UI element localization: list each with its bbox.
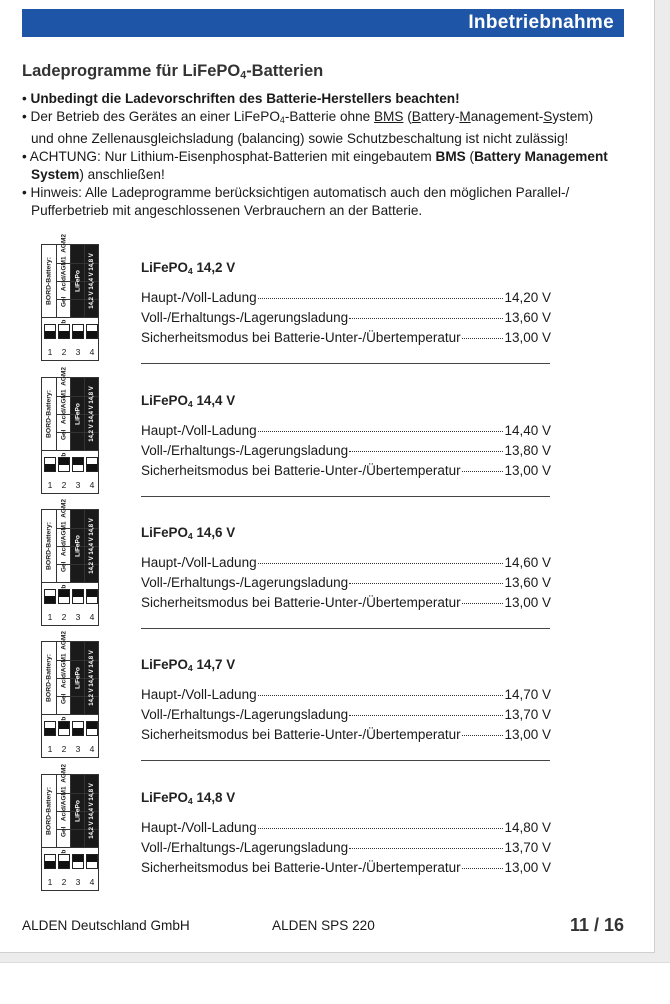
- value-label: Sicherheitsmodus bei Batterie-Unter-/Übertemperatur: [141, 860, 461, 875]
- value-label: Haupt-/Voll-Ladung: [141, 555, 257, 570]
- dip-type-column: Gel Acid/AGM1 AGM2: [56, 378, 70, 450]
- program-values: [141, 820, 551, 880]
- voltage-value: 13,60 V: [504, 575, 551, 590]
- section-header-bar: [22, 9, 624, 37]
- dip-switch-2: [58, 721, 70, 736]
- voltage-value: 13,60 V: [504, 310, 551, 325]
- dip-voltage-column: 14,2 V 14,4 V 14,8 V: [84, 775, 98, 847]
- value-row: [141, 840, 551, 860]
- dip-type-column: Gel Acid/AGM1 AGM2: [56, 245, 70, 317]
- voltage-value: 13,00 V: [504, 860, 551, 875]
- dip-switch-4: [86, 589, 98, 604]
- value-label: Sicherheitsmodus bei Batterie-Unter-/Übertemperatur: [141, 595, 461, 610]
- separator-line: [141, 496, 550, 497]
- dot-leader: [349, 715, 503, 716]
- dip-switch-2: [58, 324, 70, 339]
- value-label: Voll-/Erhaltungs-/Lagerungsladung: [141, 840, 349, 855]
- dip-lifepo-column: LiFePo: [70, 378, 84, 450]
- dot-leader: [462, 338, 504, 339]
- value-row: [141, 727, 551, 747]
- value-label: Voll-/Erhaltungs-/Lagerungsladung: [141, 575, 349, 590]
- program-title: LiFePO$_4$ 14,8 V: [141, 790, 236, 807]
- value-row: [141, 310, 551, 330]
- voltage-value: 13,80 V: [504, 443, 551, 458]
- dip-switch-numbers: 1 2 3 4: [47, 347, 95, 357]
- dip-switch-table: [41, 367, 99, 494]
- value-row: [141, 443, 551, 463]
- program-values: [141, 687, 551, 747]
- dip-switch-numbers: 1 2 3 4: [47, 877, 95, 887]
- dot-leader: [258, 695, 504, 696]
- dip-voltage-column: 14,2 V 14,4 V 14,8 V: [84, 510, 98, 582]
- program-title: LiFePO$_4$ 14,4 V: [141, 393, 236, 410]
- dip-switch-3: [72, 854, 84, 869]
- charging-program: [0, 764, 654, 892]
- value-label: Voll-/Erhaltungs-/Lagerungsladung: [141, 310, 349, 325]
- dip-switch-table: [41, 499, 99, 626]
- value-row: [141, 707, 551, 727]
- dip-switch-bank: [42, 317, 98, 346]
- dip-switch-1: [44, 324, 56, 339]
- value-label: Haupt-/Voll-Ladung: [141, 820, 257, 835]
- value-label: Sicherheitsmodus bei Batterie-Unter-/Übertemperatur: [141, 330, 461, 345]
- dip-switch-1: [44, 721, 56, 736]
- voltage-value: 14,40 V: [504, 423, 551, 438]
- charging-program: [0, 631, 654, 759]
- value-label: Sicherheitsmodus bei Batterie-Unter-/Übertemperatur: [141, 463, 461, 478]
- dot-leader: [349, 451, 503, 452]
- program-title: LiFePO$_4$ 14,6 V: [141, 525, 236, 542]
- dip-switch-table: [41, 631, 99, 758]
- charging-program: [0, 234, 654, 362]
- value-row: [141, 330, 551, 350]
- dip-switch-numbers: 1 2 3 4: [47, 744, 95, 754]
- dip-lifepo-column: LiFePo: [70, 510, 84, 582]
- value-label: Voll-/Erhaltungs-/Lagerungsladung: [141, 707, 349, 722]
- dot-leader: [258, 431, 504, 432]
- dip-switch-1: [44, 589, 56, 604]
- dip-type-column: Gel Acid/AGM1 AGM2: [56, 642, 70, 714]
- dip-lifepo-column: LiFePo: [70, 775, 84, 847]
- dip-switch-3: [72, 721, 84, 736]
- dot-leader: [349, 318, 503, 319]
- value-label: Sicherheitsmodus bei Batterie-Unter-/Übertemperatur: [141, 727, 461, 742]
- dip-header: BORD-Battery:: [45, 522, 53, 570]
- dip-switch-table: [41, 234, 99, 361]
- dip-header: BORD-Battery:: [45, 257, 53, 305]
- value-label: Haupt-/Voll-Ladung: [141, 423, 257, 438]
- dip-switch-2: [58, 457, 70, 472]
- separator-line: [141, 760, 550, 761]
- dip-switch-1: [44, 854, 56, 869]
- note-3: • ACHTUNG: Nur Lithium-Eisenphosphat-Batterien mit eingebautem BMS (Battery Management System) anschließen!: [22, 148, 608, 183]
- value-row: [141, 820, 551, 840]
- intro-notes: [22, 90, 632, 221]
- value-row: [141, 575, 551, 595]
- dip-switch-1: [44, 457, 56, 472]
- dot-leader: [349, 848, 503, 849]
- next-page-edge: [0, 962, 670, 1004]
- value-row: [141, 595, 551, 615]
- dip-type-column: Gel Acid/AGM1 AGM2: [56, 510, 70, 582]
- dip-lifepo-column: LiFePo: [70, 245, 84, 317]
- dip-switch-4: [86, 854, 98, 869]
- note-2: • Der Betrieb des Gerätes an einer LiFePO$_4$-Batterie ohne BMS (Battery-Management-System) und ohne Zellenausgleichsladung (balancing) sowie Schutzbeschaltung ist nicht zulässig!: [22, 109, 594, 146]
- value-row: [141, 290, 551, 310]
- dip-switch-3: [72, 324, 84, 339]
- dip-switch-table: [41, 764, 99, 891]
- dot-leader: [258, 298, 504, 299]
- dip-switch-4: [86, 457, 98, 472]
- dip-switch-4: [86, 721, 98, 736]
- voltage-value: 13,00 V: [504, 595, 551, 610]
- page-number: 11 / 16: [569, 915, 624, 935]
- value-row: [141, 463, 551, 483]
- value-label: Voll-/Erhaltungs-/Lagerungsladung: [141, 443, 349, 458]
- dip-header: BORD-Battery:: [45, 787, 53, 835]
- dip-switch-numbers: 1 2 3 4: [47, 612, 95, 622]
- voltage-value: 14,80 V: [504, 820, 551, 835]
- dot-leader: [462, 868, 504, 869]
- dip-voltage-column: 14,2 V 14,4 V 14,8 V: [84, 378, 98, 450]
- dot-leader: [258, 563, 504, 564]
- dip-switch-4: [86, 324, 98, 339]
- dot-leader: [349, 583, 503, 584]
- dot-leader: [462, 471, 504, 472]
- program-title: LiFePO$_4$ 14,7 V: [141, 657, 236, 674]
- voltage-value: 14,70 V: [504, 687, 551, 702]
- voltage-value: 14,60 V: [504, 555, 551, 570]
- dip-switch-3: [72, 457, 84, 472]
- dip-switch-bank: [42, 847, 98, 876]
- dip-header: BORD-Battery:: [45, 654, 53, 702]
- note-1: • Unbedingt die Ladevorschriften des Batterie-Herstellers beachten!: [22, 91, 460, 106]
- dip-switch-bank: [42, 714, 98, 743]
- dot-leader: [462, 603, 504, 604]
- program-values: [141, 290, 551, 350]
- separator-line: [141, 363, 550, 364]
- footer-product: ALDEN SPS 220: [272, 918, 375, 933]
- footer-company: ALDEN Deutschland GmbH: [22, 918, 190, 933]
- dip-switch-bank: [42, 450, 98, 479]
- dip-switch-2: [58, 589, 70, 604]
- value-row: [141, 423, 551, 443]
- program-title: LiFePO$_4$ 14,2 V: [141, 260, 236, 277]
- charging-program: [0, 499, 654, 627]
- dip-switch-bank: [42, 582, 98, 611]
- dot-leader: [462, 735, 504, 736]
- charging-program: [0, 367, 654, 495]
- dip-header: BORD-Battery:: [45, 390, 53, 438]
- program-values: [141, 555, 551, 615]
- dip-voltage-column: 14,2 V 14,4 V 14,8 V: [84, 245, 98, 317]
- program-values: [141, 423, 551, 483]
- value-row: [141, 687, 551, 707]
- value-label: Haupt-/Voll-Ladung: [141, 687, 257, 702]
- separator-line: [141, 628, 550, 629]
- section-title: Inbetriebnahme: [468, 12, 614, 33]
- voltage-value: 13,00 V: [504, 463, 551, 478]
- voltage-value: 13,70 V: [504, 840, 551, 855]
- dip-lifepo-column: LiFePo: [70, 642, 84, 714]
- dip-switch-2: [58, 854, 70, 869]
- dip-voltage-column: 14,2 V 14,4 V 14,8 V: [84, 642, 98, 714]
- page-title: Ladeprogramme für LiFePO$_4$-Batterien: [22, 62, 324, 82]
- dip-type-column: Gel Acid/AGM1 AGM2: [56, 775, 70, 847]
- dot-leader: [258, 828, 504, 829]
- value-row: [141, 860, 551, 880]
- voltage-value: 13,00 V: [504, 727, 551, 742]
- voltage-value: 14,20 V: [504, 290, 551, 305]
- dip-switch-3: [72, 589, 84, 604]
- dip-switch-numbers: 1 2 3 4: [47, 480, 95, 490]
- voltage-value: 13,70 V: [504, 707, 551, 722]
- value-row: [141, 555, 551, 575]
- value-label: Haupt-/Voll-Ladung: [141, 290, 257, 305]
- voltage-value: 13,00 V: [504, 330, 551, 345]
- note-4: • Hinweis: Alle Ladeprogramme berücksichtigen automatisch auch den möglichen Parallel-/ Pufferbetrieb mit angeschlossenen Verbrauchern an der Batterie.: [22, 185, 570, 219]
